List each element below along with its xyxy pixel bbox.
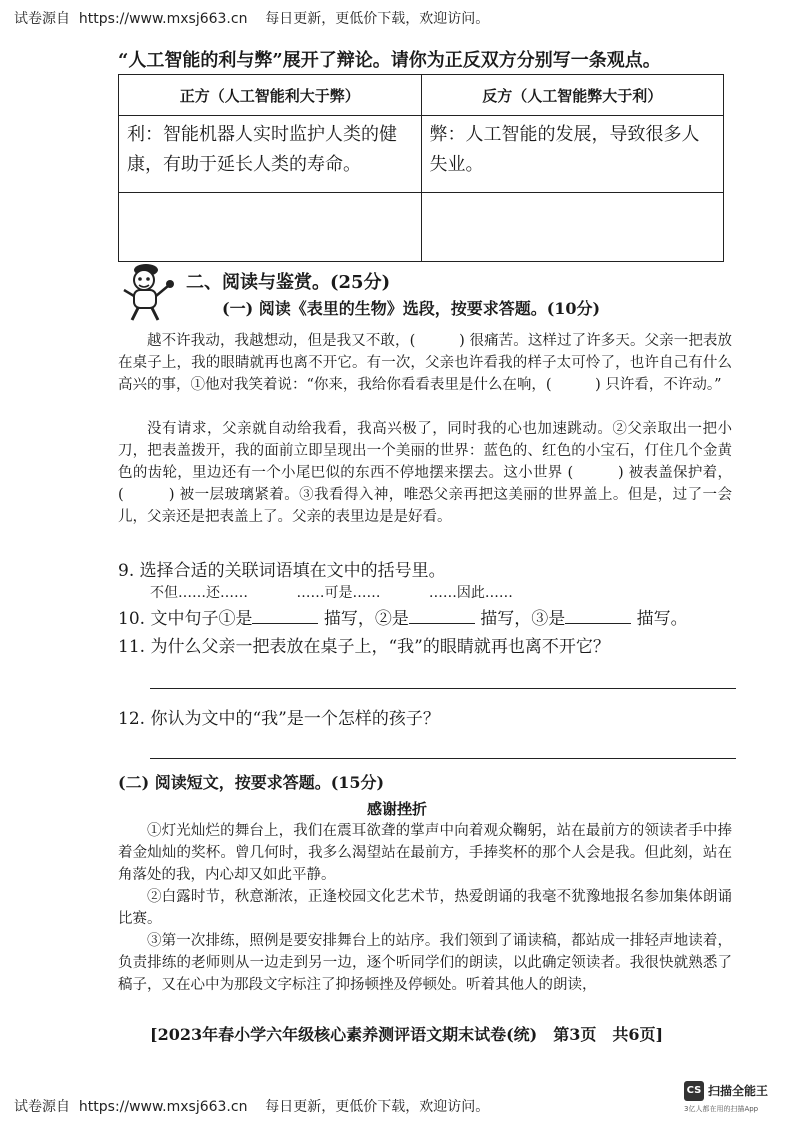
passage2-paragraph-1: ①灯光灿烂的舞台上，我们在震耳欲聋的掌声中向着观众鞠躬，站在最前方的领读者手中捧着金灿灿的奖杯。曾几何时，我多么渴望站在最前方，手捧奖杯的那个人会是我。但此刻，站在角落处的我，内心却又如此平静。 xyxy=(118,823,732,883)
debate-table xyxy=(118,74,724,262)
con-header: 反方（人工智能弊大于利） xyxy=(421,75,724,116)
scanner-app-icon: CS xyxy=(684,1081,704,1101)
pro-answer-blank[interactable] xyxy=(119,193,422,262)
q10-blank-1[interactable] xyxy=(252,609,318,624)
pro-answer: 利：智能机器人实时监护人类的健康，有助于延长人类的寿命。 xyxy=(119,116,422,193)
passage1-paragraph-1: 越不许我动，我越想动，但是我又不敢，( ) 很痛苦。这样过了许多天。父亲一把表放在桌子上，我的眼睛就再也离不开它。有一次，父亲也许看我的样子太可怜了，也许自己有什么高兴的事，①他对我笑着说：“你来，我给你看看表里是什么在响，( ) 只许看，不许动。” xyxy=(118,333,732,393)
mascot-icon xyxy=(118,260,176,324)
part2-title: (二) 阅读短文，按要求答题。(15分) xyxy=(118,773,385,792)
q10-blank-3[interactable] xyxy=(565,609,631,624)
q11-answer-line[interactable] xyxy=(150,688,736,689)
scanner-name: 扫描全能王 xyxy=(708,1084,769,1098)
source-watermark-bottom: 试卷源自 https://www.mxsj663.cn 每日更新，更低价下载，欢迎访问。 xyxy=(14,1099,490,1115)
q9-option-1: 不但……还…… xyxy=(150,585,248,601)
part1-title: (一) 阅读《表里的生物》选段，按要求答题。(10分) xyxy=(222,299,601,318)
source-url[interactable]: https://www.mxsj663.cn xyxy=(78,11,248,27)
section2-title: 二、阅读与鉴赏。(25分) xyxy=(186,272,391,293)
q9-options xyxy=(150,582,557,602)
question-11: 11. 为什么父亲一把表放在桌子上，“我”的眼睛就再也离不开它？ xyxy=(118,637,610,657)
pro-header: 正方（人工智能利大于弊） xyxy=(119,75,422,116)
passage1-paragraph-2: 没有请求，父亲就自动给我看，我高兴极了，同时我的心也加速跳动。②父亲取出一把小刀，把表盖拨开，我的面前立即呈现出一个美丽的世界：蓝色的、红色的小宝石，仃住几个金黄色的齿轮，里边还有一个小尾巴似的东西不停地摆来摆去。这小世界 ( ) 被表盖保护着，( ) 被一层玻璃紧着。③我看得入神，唯恐父亲再把这美丽的世界盖上。但是，过了一会儿，父亲还是把表盖上了。父亲的表里边是是好看。 xyxy=(118,421,732,525)
page-footer: [2023年春小学六年级核心素养测评语文期末试卷(统) 第3页 共6页] xyxy=(150,1025,664,1044)
q9-option-3: ……因此…… xyxy=(428,585,513,601)
question-10: 10. 文中句子①是 描写，②是 描写，③是 描写。 xyxy=(118,609,688,629)
passage2-title: 感谢挫折 xyxy=(366,800,427,818)
source-url-bottom[interactable]: https://www.mxsj663.cn xyxy=(78,1099,248,1115)
q12-answer-line[interactable] xyxy=(150,758,736,759)
scanner-tagline: 3亿人都在用的扫描App xyxy=(684,1105,759,1113)
passage2-paragraph-2: ②白露时节，秋意渐浓，正逢校园文化艺术节，热爱朗诵的我毫不犹豫地报名参加集体朗诵比赛。 xyxy=(118,889,732,927)
question-12: 12. 你认为文中的“我”是一个怎样的孩子？ xyxy=(118,709,440,729)
q10-blank-2[interactable] xyxy=(409,609,475,624)
question-9: 9. 选择合适的关联词语填在文中的括号里。 xyxy=(118,561,446,581)
con-answer: 弊：人工智能的发展，导致很多人失业。 xyxy=(421,116,724,193)
passage2-paragraph-3: ③第一次排练，照例是要安排舞台上的站序。我们领到了诵读稿，都站成一排轻声地读着，负责排练的老师则从一边走到另一边，逐个听同学们的朗读，以此确定领读者。我很快就熟悉了稿子，又在心中为那段文字标注了抑扬顿挫及停顿处。听着其他人的朗读， xyxy=(118,933,732,993)
q9-option-2: ……可是…… xyxy=(296,585,381,601)
source-watermark-top: 试卷源自 https://www.mxsj663.cn 每日更新，更低价下载，欢迎访问。 xyxy=(14,11,490,27)
debate-intro: “人工智能的利与弊”展开了辩论。请你为正反双方分别写一条观点。 xyxy=(118,50,661,71)
scanner-logo xyxy=(684,1080,788,1116)
con-answer-blank[interactable] xyxy=(421,193,724,262)
